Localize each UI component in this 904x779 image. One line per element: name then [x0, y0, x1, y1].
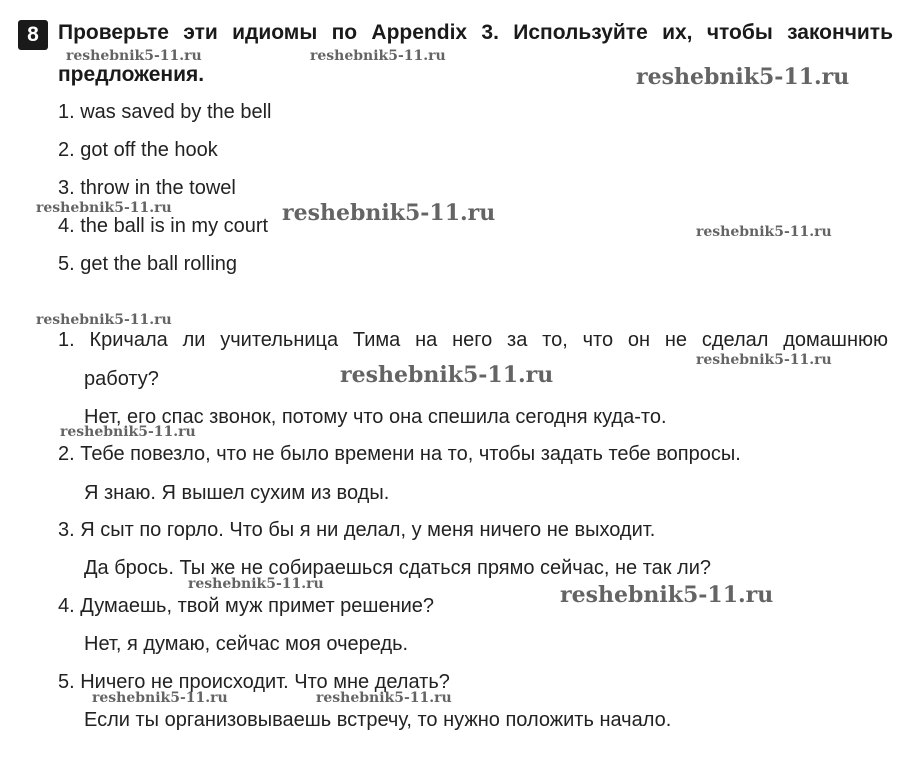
answer-question: 2. Тебе повезло, что не было времени на то, чтобы задать тебе вопросы.	[58, 443, 741, 465]
watermark: reshebnik5-11.ru	[60, 424, 196, 440]
watermark: reshebnik5-11.ru	[696, 224, 832, 240]
answer-response: Да брось. Ты же не собираешься сдаться прямо сейчас, не так ли?	[84, 557, 712, 579]
watermark: reshebnik5-11.ru	[188, 576, 324, 592]
answer-response: Я знаю. Я вышел сухим из воды.	[84, 482, 390, 504]
answer-question-cont: работу?	[84, 368, 159, 390]
answer-question: 4. Думаешь, твой муж примет решение?	[58, 595, 435, 617]
answer-question: 3. Я сыт по горло. Что бы я ни делал, у меня ничего не выходит.	[58, 519, 656, 541]
watermark: reshebnik5-11.ru	[36, 200, 172, 216]
watermark: reshebnik5-11.ru	[310, 48, 446, 64]
watermark: reshebnik5-11.ru	[340, 362, 554, 388]
watermark: reshebnik5-11.ru	[36, 312, 172, 328]
idiom-item: 5. get the ball rolling	[58, 253, 238, 275]
exercise-number-badge: 8	[18, 20, 48, 50]
answer-response: Нет, его спас звонок, потому что она спешила сегодня куда-то.	[84, 406, 667, 428]
watermark: reshebnik5-11.ru	[696, 352, 832, 368]
answer-response: Нет, я думаю, сейчас моя очередь.	[84, 633, 409, 655]
idiom-item: 1. was saved by the bell	[58, 101, 272, 123]
answer-question: 1. Кричала ли учительница Тима на него за то, что он не сделал домашнюю	[58, 329, 888, 351]
idiom-item: 3. throw in the towel	[58, 177, 236, 199]
watermark: reshebnik5-11.ru	[636, 64, 850, 90]
watermark: reshebnik5-11.ru	[316, 690, 452, 706]
idiom-item: 4. the ball is in my court	[58, 215, 269, 237]
answer-response: Если ты организовываешь встречу, то нужно положить начало.	[84, 709, 672, 731]
idiom-item: 2. got off the hook	[58, 139, 218, 161]
exercise-title-line2: предложения.	[58, 63, 205, 86]
watermark: reshebnik5-11.ru	[92, 690, 228, 706]
watermark: reshebnik5-11.ru	[66, 48, 202, 64]
watermark: reshebnik5-11.ru	[282, 200, 496, 226]
answer-question: 5. Ничего не происходит. Что мне делать?	[58, 671, 450, 693]
watermark: reshebnik5-11.ru	[560, 582, 774, 608]
exercise-title-line1: Проверьте эти идиомы по Appendix 3. Используйте их, чтобы закончить	[58, 21, 893, 44]
